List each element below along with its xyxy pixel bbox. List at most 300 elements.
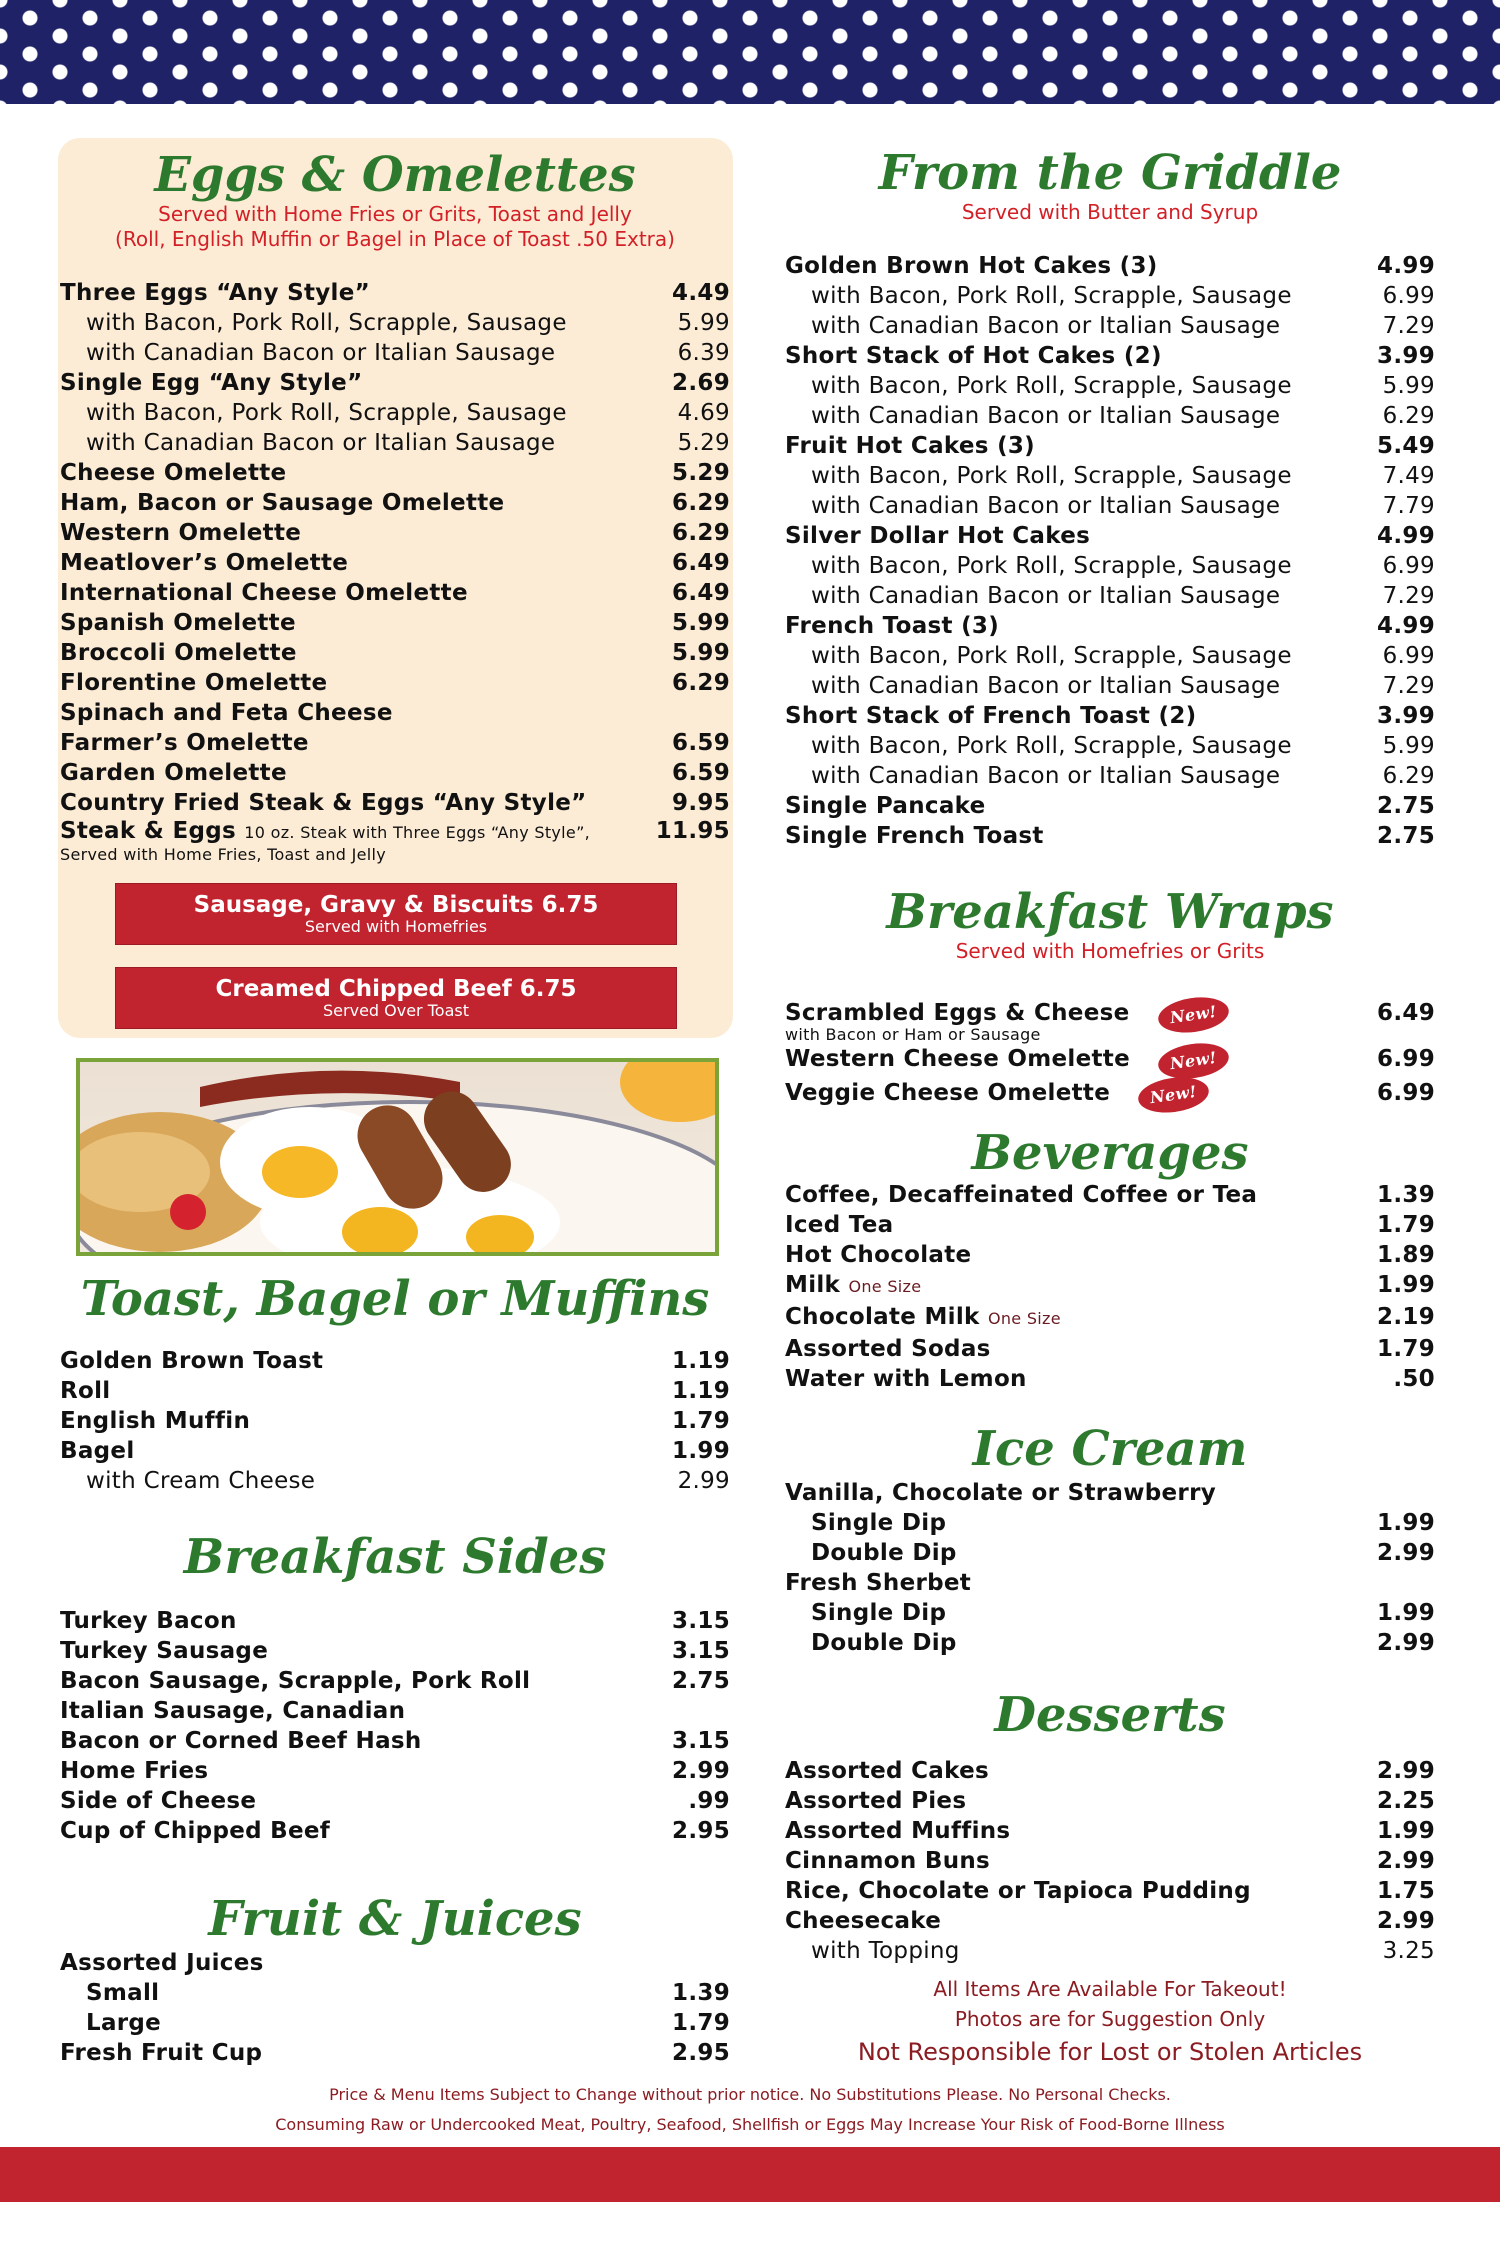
menu-item (60, 1726, 730, 1756)
item-price: 1.99 (672, 1438, 730, 1464)
item-price: 4.99 (1377, 253, 1435, 279)
item-name: Bacon Sausage, Scrapple, Pork Roll (60, 1668, 531, 1694)
menu-item (785, 1876, 1435, 1906)
menu-item (60, 1606, 730, 1636)
item-price: 1.89 (1377, 1242, 1435, 1268)
item-price: 5.49 (1377, 433, 1435, 459)
item-name: with Bacon, Pork Roll, Scrapple, Sausage (811, 553, 1292, 579)
item-name: Small (86, 1980, 160, 2006)
item-price: 2.99 (677, 1468, 730, 1494)
item-price: 6.49 (1377, 1000, 1435, 1026)
item-price: 1.79 (672, 1408, 730, 1434)
item-name: Milk (785, 1272, 841, 1298)
item-price: 1.19 (672, 1378, 730, 1404)
item-label-wrap (86, 428, 555, 458)
icecream-list (785, 1478, 1435, 1658)
menu-item (60, 608, 730, 638)
item-name: Assorted Muffins (785, 1818, 1011, 1844)
item-label-wrap (785, 1210, 893, 1240)
menu-item (60, 518, 730, 548)
menu-item (785, 1240, 1435, 1270)
menu-item (60, 758, 730, 788)
item-price: 11.95 (655, 818, 730, 844)
menu-item (785, 821, 1435, 851)
item-label-wrap (811, 581, 1280, 611)
item-label-wrap (785, 611, 999, 641)
item-name: Steak & Eggs (60, 818, 236, 844)
menu-item (60, 1406, 730, 1436)
item-price: 1.99 (1377, 1272, 1435, 1298)
item-label-wrap (785, 791, 986, 821)
item-label-wrap (811, 1936, 960, 1966)
menu-item (60, 1816, 730, 1846)
item-price: 3.15 (672, 1638, 730, 1664)
stars-banner (0, 0, 1500, 104)
item-note-2: Served with Home Fries, Toast and Jelly (60, 845, 387, 864)
menu-item (60, 428, 730, 458)
item-name: Scrambled Eggs & Cheese (785, 1000, 1130, 1026)
banner-title: Sausage, Gravy & Biscuits 6.75 (193, 892, 599, 918)
item-price: 4.99 (1377, 613, 1435, 639)
item-name: with Bacon, Pork Roll, Scrapple, Sausage (86, 310, 567, 336)
item-label-wrap (60, 608, 296, 638)
item-label-wrap (60, 1726, 422, 1756)
item-name: Cheesecake (785, 1908, 942, 1934)
item-label-wrap (60, 788, 587, 818)
item-label-wrap (60, 1606, 237, 1636)
menu-item (785, 1210, 1435, 1240)
wraps-title: Breakfast Wraps (886, 884, 1334, 940)
item-name: with Canadian Bacon or Italian Sausage (86, 340, 556, 366)
item-label-wrap (811, 761, 1280, 791)
menu-item (60, 1786, 730, 1816)
item-label-wrap (86, 398, 567, 428)
takeout-note: All Items Are Available For Takeout! (933, 1977, 1287, 2001)
menu-item (60, 698, 730, 728)
item-name: Western Omelette (60, 520, 302, 546)
beverages-list (785, 1180, 1435, 1394)
item-label-wrap (60, 1636, 268, 1666)
item-label-wrap (60, 1406, 250, 1436)
menu-item (785, 521, 1435, 551)
item-name: Rice, Chocolate or Tapioca Pudding (785, 1878, 1251, 1904)
item-name: Cup of Chipped Beef (60, 1818, 331, 1844)
item-name: Silver Dollar Hot Cakes (785, 523, 1091, 549)
beverages-title: Beverages (971, 1125, 1249, 1181)
item-price: 5.99 (672, 610, 730, 636)
item-label-wrap (60, 278, 370, 308)
item-label-wrap (60, 638, 297, 668)
item-name: Golden Brown Toast (60, 1348, 324, 1374)
lost-note: Not Responsible for Lost or Stolen Articles (857, 2038, 1363, 2066)
menu-item (60, 788, 730, 818)
menu-item (60, 2038, 730, 2068)
item-label-wrap (811, 1628, 957, 1658)
menu-item (60, 1948, 730, 1978)
menu-item (785, 491, 1435, 521)
item-label-wrap (60, 1666, 530, 1696)
item-price: 6.49 (672, 580, 730, 606)
menu-item (785, 431, 1435, 461)
item-price: 2.99 (1377, 1758, 1435, 1784)
item-name: Assorted Cakes (785, 1758, 989, 1784)
menu-item (60, 368, 730, 398)
menu-item (60, 668, 730, 698)
item-price: 2.69 (672, 370, 730, 396)
item-name: Chocolate Milk (785, 1304, 980, 1330)
item-name: with Canadian Bacon or Italian Sausage (811, 493, 1281, 519)
item-price: 1.19 (672, 1348, 730, 1374)
item-price: 6.49 (672, 550, 730, 576)
item-name: Water with Lemon (785, 1366, 1027, 1392)
menu-item (785, 1044, 1435, 1078)
new-badge: New! (1136, 1073, 1211, 1117)
menu-item (60, 548, 730, 578)
item-name: Double Dip (811, 1630, 957, 1656)
item-price: 6.29 (672, 520, 730, 546)
item-label-wrap (60, 698, 393, 728)
item-name: with Bacon, Pork Roll, Scrapple, Sausage (811, 643, 1292, 669)
item-price: 4.99 (1377, 523, 1435, 549)
item-label-wrap (60, 1696, 405, 1726)
menu-item (60, 488, 730, 518)
item-price: 5.29 (677, 430, 730, 456)
item-name: Three Eggs “Any Style” (60, 280, 371, 306)
item-label-wrap (811, 551, 1292, 581)
item-price: 3.25 (1382, 1938, 1435, 1964)
item-label-wrap (785, 431, 1035, 461)
item-label-wrap (60, 368, 363, 398)
menu-item (785, 311, 1435, 341)
item-name: Coffee, Decaffeinated Coffee or Tea (785, 1182, 1258, 1208)
new-badge: New! (1156, 1039, 1231, 1083)
menu-item (785, 581, 1435, 611)
menu-item (785, 1598, 1435, 1628)
desserts-section (785, 1688, 1435, 1966)
item-name: Single French Toast (785, 823, 1044, 849)
menu-item (785, 1078, 1435, 1112)
griddle-list (785, 251, 1435, 851)
menu-item (785, 1756, 1435, 1786)
item-name: Large (86, 2010, 162, 2036)
icecream-section (785, 1422, 1435, 1658)
item-price: 2.75 (672, 1668, 730, 1694)
item-name: Hot Chocolate (785, 1242, 972, 1268)
item-name: with Bacon, Pork Roll, Scrapple, Sausage (86, 400, 567, 426)
item-price: 5.99 (672, 640, 730, 666)
item-price: .50 (1393, 1366, 1435, 1392)
item-price: 6.29 (1382, 403, 1435, 429)
eggs-section (60, 148, 730, 864)
eggs-subtitle-1: Served with Home Fries or Grits, Toast and Jelly (158, 202, 632, 226)
item-price: 2.95 (672, 2040, 730, 2066)
right-notes (785, 1974, 1435, 2070)
beverages-section (785, 1126, 1435, 1394)
item-label-wrap (811, 731, 1292, 761)
menu-item (785, 1816, 1435, 1846)
item-price: 2.75 (1377, 793, 1435, 819)
item-price: 5.99 (1382, 373, 1435, 399)
item-price: 6.39 (677, 340, 730, 366)
menu-item (785, 1538, 1435, 1568)
item-price: 6.99 (1382, 643, 1435, 669)
item-name: Spinach and Feta Cheese (60, 700, 393, 726)
item-label-wrap (785, 1816, 1010, 1846)
photos-note: Photos are for Suggestion Only (954, 2007, 1266, 2031)
item-label-wrap (785, 1786, 966, 1816)
item-name: Roll (60, 1378, 111, 1404)
item-price: 1.99 (1377, 1510, 1435, 1536)
menu-item (60, 458, 730, 488)
item-price: 6.99 (1382, 553, 1435, 579)
item-name: Single Dip (811, 1510, 947, 1536)
item-price: 3.15 (672, 1608, 730, 1634)
item-price: 7.29 (1382, 673, 1435, 699)
banner-chipped-beef (115, 967, 677, 1029)
item-price: 6.29 (1382, 763, 1435, 789)
menu-item (785, 1846, 1435, 1876)
item-price: 1.79 (1377, 1212, 1435, 1238)
menu-item (785, 998, 1435, 1044)
item-label-wrap (811, 401, 1280, 431)
item-name: Italian Sausage, Canadian (60, 1698, 406, 1724)
item-label-wrap (811, 311, 1280, 341)
menu-item (785, 1786, 1435, 1816)
menu-item (785, 1270, 1435, 1302)
menu-item (785, 1906, 1435, 1936)
eggs-list (60, 278, 730, 818)
item-name: Bacon or Corned Beef Hash (60, 1728, 422, 1754)
item-price: 1.99 (1377, 1818, 1435, 1844)
item-name: Bagel (60, 1438, 135, 1464)
item-name: with Canadian Bacon or Italian Sausage (811, 313, 1281, 339)
item-price: 6.59 (672, 730, 730, 756)
item-price: 5.99 (1382, 733, 1435, 759)
item-price: 6.59 (672, 760, 730, 786)
item-label-wrap (785, 1756, 989, 1786)
item-label-wrap (60, 578, 468, 608)
item-label-wrap (785, 1302, 1061, 1334)
item-label-wrap (60, 1756, 208, 1786)
item-name: Vanilla, Chocolate or Strawberry (785, 1480, 1217, 1506)
item-label-wrap (785, 341, 1162, 371)
item-name: Western Cheese Omelette (785, 1046, 1130, 1072)
item-label-wrap (785, 1078, 1209, 1112)
item-label-wrap (785, 251, 1158, 281)
item-name: Meatlover’s Omelette (60, 550, 349, 576)
item-label-wrap (60, 1816, 330, 1846)
menu-item (60, 1666, 730, 1696)
item-name: with Bacon, Pork Roll, Scrapple, Sausage (811, 373, 1292, 399)
menu-item (60, 728, 730, 758)
item-label-wrap (811, 491, 1280, 521)
item-price: 6.99 (1377, 1046, 1435, 1072)
item-label-wrap (60, 1346, 323, 1376)
item-label-wrap (785, 1876, 1251, 1906)
menu-item (785, 701, 1435, 731)
wraps-subtitle: Served with Homefries or Grits (955, 939, 1265, 963)
item-label-wrap (811, 371, 1292, 401)
menu-item (60, 1346, 730, 1376)
item-name: Turkey Sausage (60, 1638, 269, 1664)
item-price: 1.79 (1377, 1336, 1435, 1362)
item-price: 9.95 (672, 790, 730, 816)
item-label-wrap (86, 1466, 315, 1496)
item-price: 2.99 (1377, 1540, 1435, 1566)
item-label-wrap (785, 1044, 1229, 1078)
item-label-wrap (60, 488, 504, 518)
desserts-list (785, 1756, 1435, 1966)
item-name: Home Fries (60, 1758, 209, 1784)
item-label-wrap (60, 458, 286, 488)
item-label-wrap (785, 821, 1044, 851)
item-label-wrap (785, 1270, 921, 1302)
item-label-wrap (60, 1436, 135, 1466)
menu-item (785, 1628, 1435, 1658)
item-label-wrap (785, 1334, 991, 1364)
item-label-wrap (60, 1786, 256, 1816)
fruit-list (60, 1948, 730, 2068)
menu-item (60, 1436, 730, 1466)
menu-item (785, 1568, 1435, 1598)
item-label-wrap (811, 1598, 946, 1628)
menu-item (60, 2008, 730, 2038)
item-label-wrap (785, 1364, 1027, 1394)
menu-item (785, 401, 1435, 431)
menu-item (60, 1696, 730, 1726)
menu-item (60, 308, 730, 338)
item-note: One Size (848, 1277, 922, 1296)
item-name: Garden Omelette (60, 760, 287, 786)
item-price: 1.99 (1377, 1600, 1435, 1626)
griddle-section (785, 146, 1435, 851)
item-name: with Canadian Bacon or Italian Sausage (811, 583, 1281, 609)
item-price: 2.99 (1377, 1630, 1435, 1656)
item-price: 5.29 (672, 460, 730, 486)
item-name: Fresh Fruit Cup (60, 2040, 263, 2066)
item-name: Short Stack of French Toast (2) (785, 703, 1197, 729)
menu-item (785, 281, 1435, 311)
sides-title: Breakfast Sides (183, 1529, 607, 1585)
item-label-wrap (785, 1906, 941, 1936)
item-price: 2.75 (1377, 823, 1435, 849)
menu-item (785, 1508, 1435, 1538)
menu-item (785, 791, 1435, 821)
item-label-wrap (86, 1978, 159, 2008)
item-name: with Bacon, Pork Roll, Scrapple, Sausage (811, 733, 1292, 759)
item-price: 2.19 (1377, 1304, 1435, 1330)
menu-item (785, 671, 1435, 701)
item-name: Single Dip (811, 1600, 947, 1626)
item-name: Spanish Omelette (60, 610, 296, 636)
item-label-wrap (60, 728, 309, 758)
fruit-title: Fruit & Juices (208, 1891, 582, 1947)
item-name: Iced Tea (785, 1212, 894, 1238)
menu-item (785, 641, 1435, 671)
item-label-wrap (60, 548, 348, 578)
item-label-wrap (86, 2008, 161, 2038)
item-label-wrap (60, 758, 287, 788)
item-price: 1.39 (1377, 1182, 1435, 1208)
item-name: Fresh Sherbet (785, 1570, 972, 1596)
griddle-title: From the Griddle (878, 145, 1342, 201)
item-name: Ham, Bacon or Sausage Omelette (60, 490, 505, 516)
item-name: Short Stack of Hot Cakes (2) (785, 343, 1162, 369)
item-price: 2.99 (1377, 1908, 1435, 1934)
item-name: Broccoli Omelette (60, 640, 297, 666)
menu-item (785, 551, 1435, 581)
menu-item (785, 1302, 1435, 1334)
banner-subtitle: Served Over Toast (323, 1001, 469, 1020)
item-price: 5.99 (677, 310, 730, 336)
item-price: 7.79 (1382, 493, 1435, 519)
item-label-wrap (60, 2038, 262, 2068)
item-label-wrap (811, 1508, 946, 1538)
item-price: 4.49 (672, 280, 730, 306)
disclaimer (0, 2080, 1500, 2140)
item-name: Single Pancake (785, 793, 986, 819)
item-price: 6.29 (672, 670, 730, 696)
item-price: 6.99 (1377, 1080, 1435, 1106)
menu-item (785, 371, 1435, 401)
item-name: with Canadian Bacon or Italian Sausage (811, 673, 1281, 699)
item-name: French Toast (3) (785, 613, 1000, 639)
menu-item (785, 1334, 1435, 1364)
banner-subtitle: Served with Homefries (304, 917, 488, 936)
item-name: Single Egg “Any Style” (60, 370, 363, 396)
item-price: 3.15 (672, 1728, 730, 1754)
item-label-wrap (60, 1948, 264, 1978)
sides-list (60, 1606, 730, 1846)
item-name: Country Fried Steak & Eggs “Any Style” (60, 790, 587, 816)
item-label-wrap (785, 998, 1228, 1044)
menu-item (785, 1180, 1435, 1210)
item-price: 1.75 (1377, 1878, 1435, 1904)
menu-item (60, 638, 730, 668)
item-name: Farmer’s Omelette (60, 730, 309, 756)
item-label-wrap (60, 1376, 110, 1406)
item-name: Assorted Pies (785, 1788, 967, 1814)
item-name: Cheese Omelette (60, 460, 287, 486)
eggs-subtitle-2: (Roll, English Muffin or Bagel in Place of Toast .50 Extra) (115, 227, 675, 251)
menu-item (785, 251, 1435, 281)
item-price: .99 (688, 1788, 730, 1814)
item-name: with Topping (811, 1938, 960, 1964)
item-label-wrap (811, 1538, 957, 1568)
menu-item (60, 1978, 730, 2008)
item-label-wrap (60, 668, 327, 698)
item-price: 3.99 (1377, 343, 1435, 369)
item-price: 7.29 (1382, 313, 1435, 339)
item-price: 2.25 (1377, 1788, 1435, 1814)
toast-title: Toast, Bagel or Muffins (80, 1271, 710, 1327)
item-price: 3.99 (1377, 703, 1435, 729)
item-price: 2.95 (672, 1818, 730, 1844)
item-label-wrap (785, 1180, 1257, 1210)
item-price: 6.99 (1382, 283, 1435, 309)
menu-item (785, 761, 1435, 791)
item-name: with Canadian Bacon or Italian Sausage (811, 403, 1281, 429)
item-name: Assorted Sodas (785, 1336, 991, 1362)
item-label-wrap (785, 1478, 1216, 1508)
raw-food-warning: Consuming Raw or Undercooked Meat, Poultry, Seafood, Shellfish or Eggs May Increase Your Risk of Food-Borne Illness (275, 2115, 1225, 2134)
item-label-wrap (811, 671, 1280, 701)
menu-item (785, 731, 1435, 761)
item-name: Veggie Cheese Omelette (785, 1080, 1111, 1106)
bottom-red-stripe (0, 2147, 1500, 2202)
item-label-wrap (785, 1240, 971, 1270)
item-price: 6.29 (672, 490, 730, 516)
